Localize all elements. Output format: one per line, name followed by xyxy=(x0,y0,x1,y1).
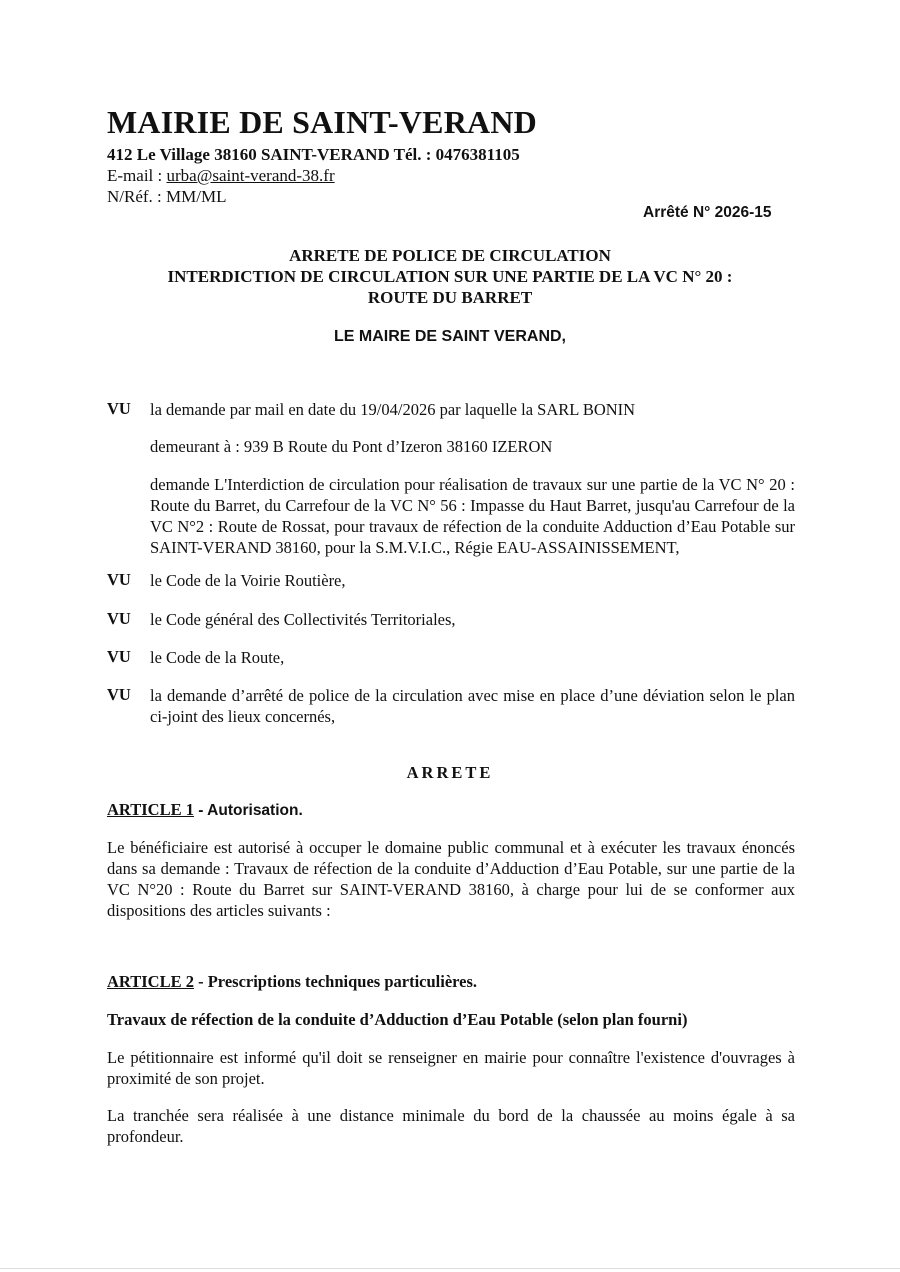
vu-1-request: demande L'Interdiction de circulation pour réalisation de travaux sur une partie de la VC N° 20 : Route du Barret, du Carrefour de la VC N° 56 : Impasse du Haut Barret, jusqu'au Carrefour de la VC N°2 : Route de Rossat, pour travaux de réfection de la conduite Adduction d’Eau Potable sur SAINT-VERAND 38160, pour la S.M.V.I.C., Régie EAU-ASSAINISSEMENT, xyxy=(150,475,795,557)
mairie-address: 412 Le Village 38160 SAINT-VERAND Tél. : 0476381105 xyxy=(107,145,520,164)
article-2-paragraph-2: La tranchée sera réalisée à une distance minimale du bord de la chaussée au moins égale à sa profondeur. xyxy=(107,1106,795,1146)
heading-line3: ROUTE DU BARRET xyxy=(367,288,533,307)
vu-5-text: la demande d’arrêté de police de la circulation avec mise en place d’une déviation selon le plan ci-joint des lieux concernés, xyxy=(150,686,795,726)
vu-label: VU xyxy=(107,570,131,589)
article-2-heading xyxy=(107,972,477,992)
article-2-paragraph-1: Le pétitionnaire est informé qu'il doit se renseigner en mairie pour connaître l'existence d'ouvrages à proximité de son projet. xyxy=(107,1048,795,1088)
heading-line1: ARRETE DE POLICE DE CIRCULATION xyxy=(289,246,611,265)
vu-label: VU xyxy=(107,399,131,418)
heading-line2: INTERDICTION DE CIRCULATION SUR UNE PARTIE DE LA VC N° 20 : xyxy=(167,267,733,286)
article-2-subtitle: Travaux de réfection de la conduite d’Adduction d’Eau Potable (selon plan fourni) xyxy=(107,1010,688,1029)
mairie-title: MAIRIE DE SAINT-VERAND xyxy=(107,104,537,140)
article-1-heading xyxy=(107,800,303,820)
email-link[interactable]: urba@saint-verand-38.fr xyxy=(166,166,335,185)
article-1-body: Le bénéficiaire est autorisé à occuper le domaine public communal et à exécuter les travaux énoncés dans sa demande : Travaux de réfection de la conduite d’Adduction d’Eau Potable, sur une partie de la VC N°20 : Route du Barret sur SAINT-VERAND 38160, à charge pour lui de se conformer aux dispositions des articles suivants : xyxy=(107,838,795,920)
vu-1-text: la demande par mail en date du 19/04/2026 par laquelle la SARL BONIN xyxy=(150,400,636,419)
maire-heading: LE MAIRE DE SAINT VERAND, xyxy=(333,328,566,345)
arrete-number: Arrêté N° 2026-15 xyxy=(643,204,772,221)
vu-3-text: le Code général des Collectivités Territoriales, xyxy=(150,610,456,629)
article-2-label: ARTICLE 2 xyxy=(107,972,194,991)
article-1-title: - Autorisation. xyxy=(193,802,303,819)
vu-2-text: le Code de la Voirie Routière, xyxy=(150,571,346,590)
reference: N/Réf. : MM/ML xyxy=(107,187,227,206)
vu-4-text: le Code de la Route, xyxy=(150,648,285,667)
vu-1-address: demeurant à : 939 B Route du Pont d’Izeron 38160 IZERON xyxy=(150,437,553,456)
page-bottom-divider xyxy=(0,1268,900,1269)
vu-label: VU xyxy=(107,609,131,628)
email-line xyxy=(107,166,335,186)
article-2-title: - Prescriptions techniques particulières. xyxy=(193,972,478,991)
vu-label: VU xyxy=(107,685,131,704)
article-1-label: ARTICLE 1 xyxy=(107,800,194,819)
vu-label: VU xyxy=(107,647,131,666)
arrete-heading: ARRETE xyxy=(406,763,494,782)
email-label: E-mail : xyxy=(107,166,167,185)
